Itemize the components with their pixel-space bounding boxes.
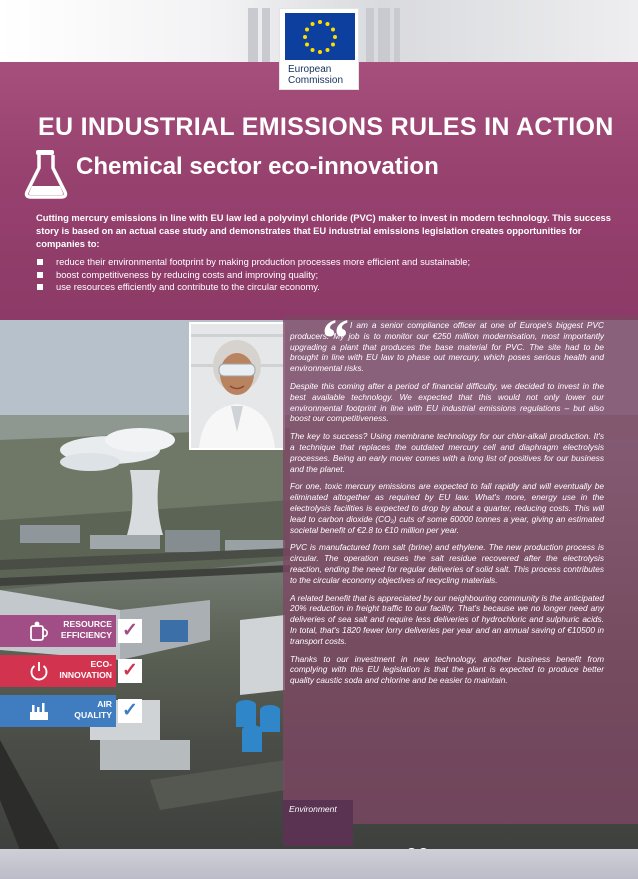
badge-eco-innovation <box>0 655 148 687</box>
intro-paragraph: Cutting mercury emissions in line with EU law led a polyvinyl chloride (PVC) maker to invest in modern technology. This success story is based on an actual case study and demonstrates that EU industrial emissions legislation creates opportunities for companies to: <box>36 212 611 249</box>
european-commission-logo[interactable] <box>279 8 359 90</box>
badge-label-line2: QUALITY <box>74 710 112 720</box>
eu-flag-icon <box>285 13 355 60</box>
benefits-list <box>36 256 596 294</box>
badge-label-line2: INNOVATION <box>59 670 112 680</box>
checkmark-icon: ✓ <box>118 659 142 683</box>
header-stripe <box>394 8 400 62</box>
portrait-photo <box>189 322 285 450</box>
badge-label-line1: ECO- <box>90 659 112 669</box>
logo-text-line2: Commission <box>288 75 344 86</box>
quote-paragraph: For one, toxic mercury emissions are expected to fall rapidly and will eventually be eliminated altogether as required by EU law. What's more, energy use in the electrolysis facilities is expected to drop by about a quarter, reducing costs. This will lead to carbon dioxide (CO₂) cuts of some 60000 tonnes a year, giving an estimated societal benefit of €2.8 to €10 million per year. <box>290 481 604 535</box>
list-item: reduce their environmental footprint by making production processes more efficient and sustainable; <box>36 256 596 269</box>
quote-paragraph: PVC is manufactured from salt (brine) and ethylene. The new production process is circular. The operation reuses the salt residue recovered after the electrolysis reaction, ending the need for regular deliveries of solid salt. This process contributes to the circular economy objectives of recycling materials. <box>290 542 604 585</box>
quote-paragraph: A related benefit that is appreciated by our neighbouring community is the anticipated 20% reduction in freight traffic to our facility. That's because we no longer need any deliveries of sea salt and require less deliveries of hydrochloric and sulphuric acids. In total, that's 1820 fewer lorry deliveries per year and an annual saving of €10500 in transport costs. <box>290 592 604 646</box>
badge-label-line1: RESOURCE <box>63 619 112 629</box>
header-stripe <box>248 8 258 62</box>
badge-label <box>2 619 112 641</box>
quote-paragraph: The key to success? Using membrane technology for our chlor-alkali production. It's a technique that replaces the outdated mercury cell and diaphragm electrolysis processes. Being an early mover comes with a long list of positives for our business and the planet. <box>290 431 604 474</box>
environment-label: Environment <box>289 804 337 814</box>
list-item: boost competitiveness by reducing costs and improving quality; <box>36 269 596 282</box>
page-title: EU INDUSTRIAL EMISSIONS RULES IN ACTION <box>38 113 614 141</box>
page-subtitle: Chemical sector eco-innovation <box>76 153 439 180</box>
checkmark-icon: ✓ <box>118 699 142 723</box>
badge-label-line2: EFFICIENCY <box>60 630 112 640</box>
checkmark-icon: ✓ <box>118 619 142 643</box>
badge-label <box>2 659 112 681</box>
testimonial-quote <box>290 320 604 693</box>
header-stripe <box>262 8 270 62</box>
open-quote-icon: “ <box>322 308 349 368</box>
badge-air-quality <box>0 695 148 727</box>
header-stripe <box>378 8 390 62</box>
flask-icon <box>24 148 68 200</box>
quote-paragraph: I am a senior compliance officer at one of Europe's biggest PVC producers. My job is to monitor our €250 million modernisation, most importantly upgrading a plant that produces the base material for PVC. The site had to be brought in line with EU law to phase out mercury, which poses serious health and environmental risks. <box>290 320 604 374</box>
bottom-band <box>0 849 638 879</box>
header-stripe <box>366 8 374 62</box>
badge-resource-efficiency <box>0 615 148 647</box>
quote-paragraph: Thanks to our investment in new technology, another business benefit from complying with this EU legislation is that the plant is expected to produce better quality caustic soda and chlorine and be easier to maintain. <box>290 653 604 686</box>
badge-label-line1: AIR <box>97 699 112 709</box>
list-item: use resources efficiently and contribute to the circular economy. <box>36 281 596 294</box>
quote-paragraph: Despite this coming after a period of financial difficulty, we decided to invest in the best available technology. We expected that this would not only lower our environmental footprint in line with EU industrial emissions regulations – but also boost our competitiveness. <box>290 380 604 424</box>
logo-text-line1: European <box>288 64 332 75</box>
badge-label <box>2 699 112 721</box>
